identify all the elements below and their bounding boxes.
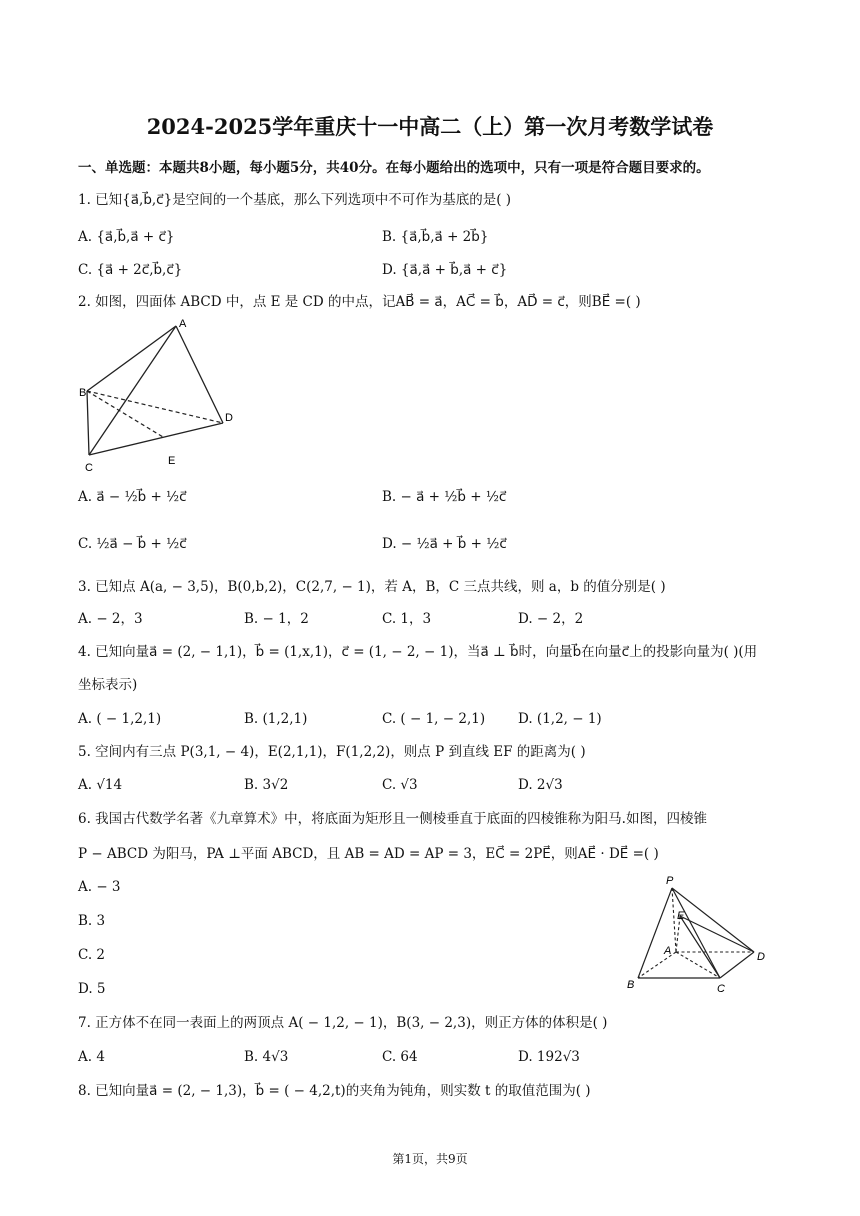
q1-option-b: B. {a⃗,b⃗,a⃗ + 2b⃗} <box>382 229 489 245</box>
section-heading: 一、单选题：本题共8小题，每小题5分，共40分。在每小题给出的选项中，只有一项是符合题目要求的。 <box>78 160 710 176</box>
q4-option-b: B. (1,2,1) <box>244 711 308 727</box>
fig2-label-d: D <box>225 412 233 424</box>
q2-stem: 2. 如图，四面体 ABCD 中，点 E 是 CD 的中点，记AB⃗ = a⃗，AC⃗ = b⃗，AD⃗ = c⃗，则BE⃗ =( ) <box>78 294 641 310</box>
q6-option-c: C. 2 <box>78 947 106 963</box>
fig2-label-a: A <box>179 318 187 330</box>
q2-option-b: B. − a⃗ + ½b⃗ + ½c⃗ <box>382 489 507 505</box>
q6-option-a: A. − 3 <box>78 879 121 895</box>
q6-option-d: D. 5 <box>78 981 106 997</box>
q6-stem-line2: P − ABCD 为阳马，PA ⊥平面 ABCD，且 AB = AD = AP = 3，EC⃗ = 2PE⃗，则AE⃗ · DE⃗ =( ) <box>78 846 659 862</box>
q1-stem: 1. 已知{a⃗,b⃗,c⃗}是空间的一个基底，那么下列选项中不可作为基底的是( ) <box>78 192 512 208</box>
fig6-label-a: A <box>664 945 672 957</box>
q6-option-b: B. 3 <box>78 913 106 929</box>
q5-option-c: C. √3 <box>382 777 418 793</box>
q7-option-b: B. 4√3 <box>244 1049 289 1065</box>
q5-stem: 5. 空间内有三点 P(3,1, − 4)，E(2,1,1)，F(1,2,2)，则点 P 到直线 EF 的距离为( ) <box>78 744 586 760</box>
fig6-label-d: D <box>757 951 765 963</box>
q4-stem-line1: 4. 已知向量a⃗ = (2, − 1,1)，b⃗ = (1,x,1)，c⃗ = (1, − 2, − 1)，当a⃗ ⊥ b⃗时，向量b⃗在向量c⃗上的投影向量为( )(用 <box>78 644 758 660</box>
fig6-label-p: P <box>666 875 674 887</box>
q4-option-a: A. ( − 1,2,1) <box>78 711 162 727</box>
fig6-label-b: B <box>627 979 635 991</box>
fig2-label-c: C <box>85 462 93 474</box>
q3-option-c: C. 1，3 <box>382 611 432 627</box>
pyramid-figure <box>624 872 774 997</box>
q1-option-a: A. {a⃗,b⃗,a⃗ + c⃗} <box>78 229 175 245</box>
fig6-label-e: E <box>677 910 685 922</box>
fig2-label-b: B <box>79 387 87 399</box>
q2-option-c: C. ½a⃗ − b⃗ + ½c⃗ <box>78 536 187 552</box>
q2-option-a: A. a⃗ − ½b⃗ + ½c⃗ <box>78 489 187 505</box>
fig2-label-e: E <box>168 455 176 467</box>
q3-option-d: D. − 2，2 <box>518 611 584 627</box>
q7-stem: 7. 正方体不在同一表面上的两顶点 A( − 1,2, − 1)，B(3, − 2,3)，则正方体的体积是( ) <box>78 1015 608 1031</box>
q3-option-b: B. − 1，2 <box>244 611 309 627</box>
page-footer: 第1页，共9页 <box>392 1152 468 1166</box>
q7-option-d: D. 192√3 <box>518 1049 580 1065</box>
q7-option-c: C. 64 <box>382 1049 418 1065</box>
q4-stem-line2: 坐标表示) <box>78 677 138 693</box>
q1-option-d: D. {a⃗,a⃗ + b⃗,a⃗ + c⃗} <box>382 262 508 278</box>
tetrahedron-figure <box>78 318 238 473</box>
fig6-label-c: C <box>717 983 725 995</box>
exam-title: 2024-2025学年重庆十一中高二（上）第一次月考数学试卷 <box>146 114 714 139</box>
q6-stem-line1: 6. 我国古代数学名著《九章算术》中，将底面为矩形且一侧棱垂直于底面的四棱锥称为阳马.如图，四棱锥 <box>78 811 707 827</box>
q3-option-a: A. − 2，3 <box>78 611 143 627</box>
q5-option-a: A. √14 <box>78 777 123 793</box>
q4-option-c: C. ( − 1, − 2,1) <box>382 711 486 727</box>
q5-option-d: D. 2√3 <box>518 777 563 793</box>
q5-option-b: B. 3√2 <box>244 777 289 793</box>
q2-option-d: D. − ½a⃗ + b⃗ + ½c⃗ <box>382 536 507 552</box>
q7-option-a: A. 4 <box>78 1049 105 1065</box>
q3-stem: 3. 已知点 A(a, − 3,5)，B(0,b,2)，C(2,7, − 1)，若 A，B，C 三点共线，则 a，b 的值分别是( ) <box>78 579 666 595</box>
q1-option-c: C. {a⃗ + 2c⃗,b⃗,c⃗} <box>78 262 183 278</box>
q4-option-d: D. (1,2, − 1) <box>518 711 602 727</box>
q8-stem: 8. 已知向量a⃗ = (2, − 1,3)，b⃗ = ( − 4,2,t)的夹角为钝角，则实数 t 的取值范围为( ) <box>78 1083 591 1099</box>
